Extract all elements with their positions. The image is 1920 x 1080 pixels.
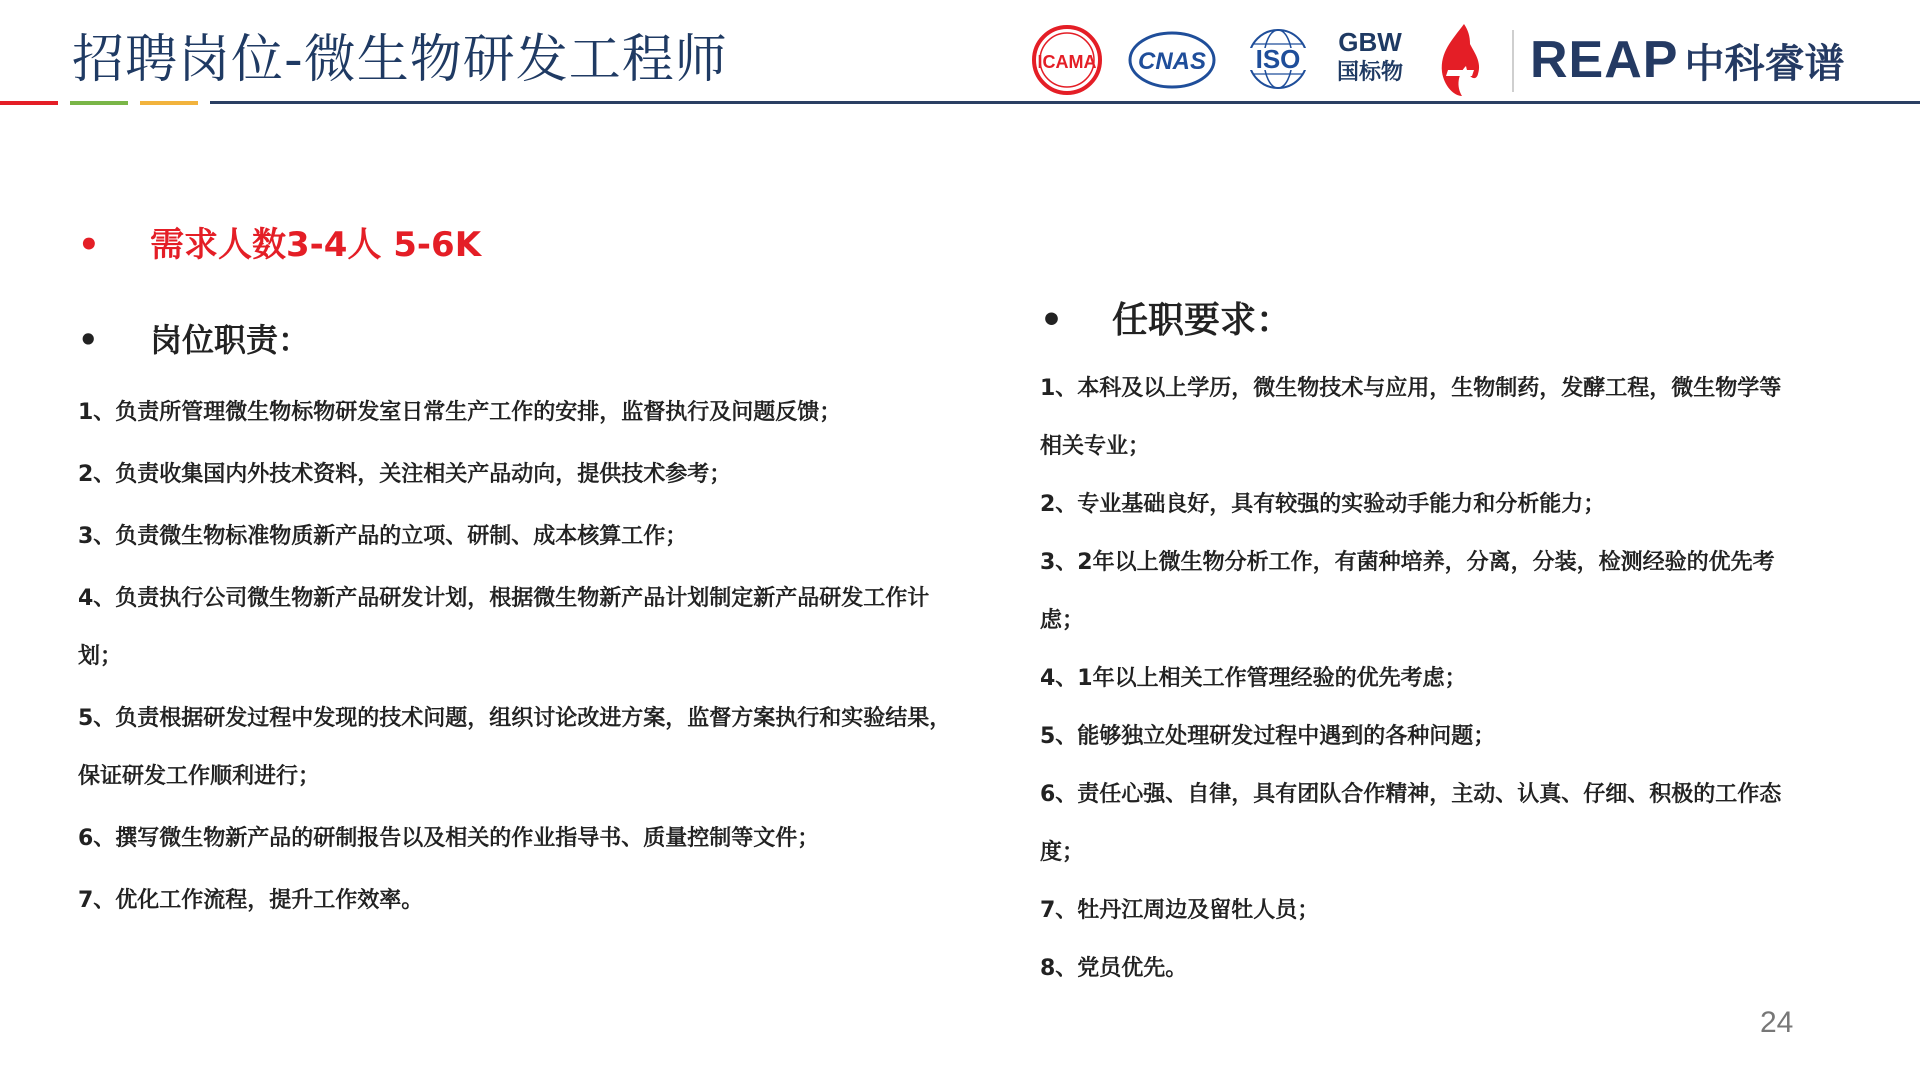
logo-separator	[1512, 30, 1514, 92]
duty-item: 4、负责执行公司微生物新产品研发计划，根据微生物新产品计划制定新产品研发工作计划；	[78, 586, 930, 669]
cnas-logo-text: CNAS	[1137, 48, 1207, 75]
reap-logo	[1530, 28, 1880, 92]
duty-item: 3、负责微生物标准物质新产品的立项、研制、成本核算工作；	[78, 524, 688, 549]
gbw-logo-line1: GBW	[1338, 27, 1402, 57]
requirement-item: 3、2年以上微生物分析工作，有菌种培养，分离，分装，检测经验的优先考虑；	[1040, 550, 1775, 633]
duty-item: 6、撰写微生物新产品的研制报告以及相关的作业指导书、质量控制等文件；	[78, 826, 820, 851]
reap-logo-en: REAP	[1530, 31, 1679, 89]
cnas-logo	[1128, 30, 1216, 90]
requirement-item: 1、本科及以上学历，微生物技术与应用，生物制药，发酵工程，微生物学等相关专业；	[1040, 376, 1782, 459]
header-rule-green-segment	[70, 101, 128, 105]
bullet: •	[1040, 300, 1064, 341]
red-flame-logo	[1434, 22, 1484, 98]
reap-logo-cn: 中科睿谱	[1684, 40, 1845, 87]
duty-item: 7、优化工作流程，提升工作效率。	[78, 888, 424, 913]
icama-logo-text: ICAMA	[1037, 52, 1097, 72]
requirement-item: 6、责任心强、自律，具有团队合作精神，主动、认真、仔细、积极的工作态度；	[1040, 782, 1782, 865]
duty-item: 2、负责收集国内外技术资料，关注相关产品动向，提供技术参考；	[78, 462, 732, 487]
requirement-item: 4、1年以上相关工作管理经验的优先考虑；	[1040, 666, 1467, 691]
iso-logo-text: ISO	[1255, 44, 1301, 74]
bullet: •	[78, 321, 99, 359]
duties-heading-text: 岗位职责：	[150, 321, 311, 359]
headcount-text: 需求人数3-4人 5-6K	[150, 225, 482, 265]
logo-bar	[1030, 20, 1880, 100]
icama-logo	[1030, 24, 1104, 96]
requirements-heading-text: 任职要求：	[1112, 300, 1293, 341]
requirement-item: 2、专业基础良好，具有较强的实验动手能力和分析能力；	[1040, 492, 1606, 517]
header-rule-yellow-segment	[140, 101, 198, 105]
duties-heading	[78, 318, 578, 362]
duty-item: 1、负责所管理微生物标物研发室日常生产工作的安排，监督执行及问题反馈；	[78, 400, 842, 425]
duties-list	[78, 384, 958, 934]
iso-globe-logo	[1238, 28, 1318, 90]
requirements-list	[1040, 360, 1800, 998]
requirement-item: 8、党员优先。	[1040, 956, 1188, 981]
duty-item: 5、负责根据研发过程中发现的技术问题，组织讨论改进方案，监督方案执行和实验结果，保证研发工作顺利进行；	[78, 706, 952, 789]
requirements-heading	[1040, 298, 1540, 344]
page-title: 招聘岗位-微生物研发工程师	[72, 30, 728, 90]
bullet: •	[78, 225, 100, 265]
gbw-logo-line2: 国标物	[1336, 60, 1403, 85]
headcount-line	[78, 222, 778, 268]
requirement-item: 7、牡丹江周边及留牡人员；	[1040, 898, 1320, 923]
gbw-logo	[1330, 26, 1410, 96]
page-number: 24	[1760, 1006, 1794, 1039]
header-rule-red-segment	[0, 101, 58, 105]
header-rule	[210, 101, 1920, 104]
requirement-item: 5、能够独立处理研发过程中遇到的各种问题；	[1040, 724, 1496, 749]
